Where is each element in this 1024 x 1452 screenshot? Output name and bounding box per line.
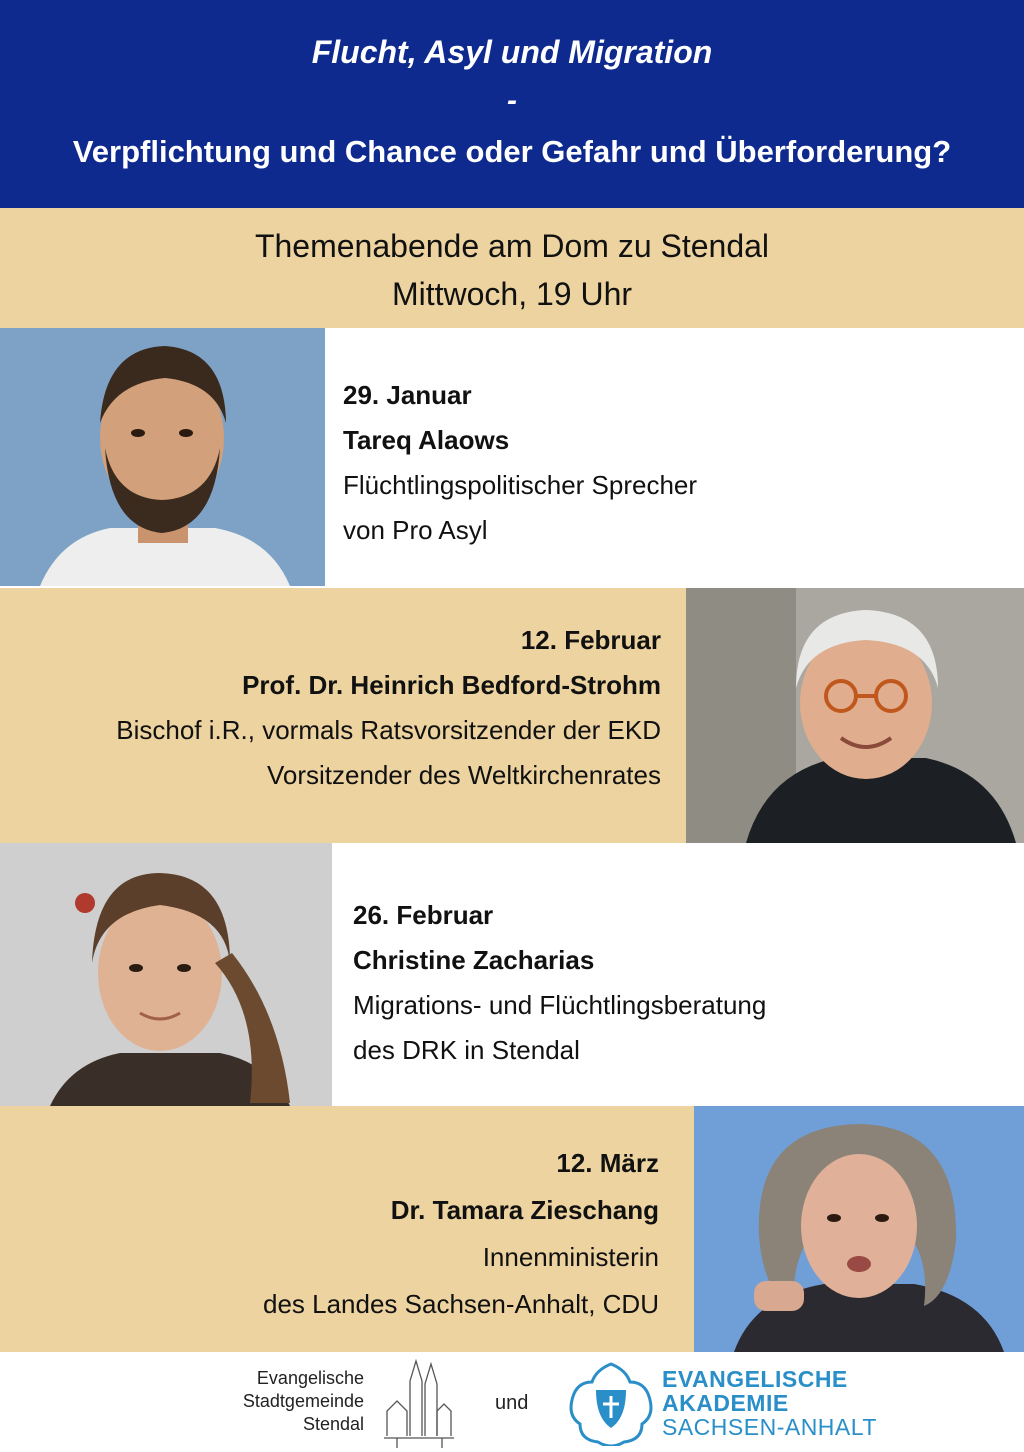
event-row-3 — [0, 843, 1024, 1106]
event-row-1 — [0, 328, 1024, 588]
event-text-4 — [0, 1140, 659, 1328]
speaker-name: Christine Zacharias — [353, 945, 595, 975]
event-text-2 — [0, 618, 661, 798]
event-date: 29. Januar — [343, 380, 472, 410]
speaker-role: des Landes Sachsen-Anhalt, CDU — [262, 1289, 659, 1319]
akademie-line: SACHSEN-ANHALT — [662, 1414, 877, 1440]
event-row-4 — [0, 1106, 1024, 1352]
org1-line: Stendal — [302, 1414, 364, 1434]
speaker-name: Prof. Dr. Heinrich Bedford-Strohm — [242, 670, 661, 700]
connector-text: und — [495, 1392, 529, 1414]
footer — [0, 1352, 1024, 1452]
speaker-role: Vorsitzender des Weltkirchenrates — [266, 760, 661, 790]
org1-line: Evangelische — [256, 1368, 364, 1388]
cathedral-icon — [382, 1356, 457, 1450]
speaker-name: Tareq Alaows — [343, 425, 510, 455]
speaker-role: Migrations- und Flüchtlingsberatung — [353, 990, 767, 1020]
speaker-role: Innenministerin — [482, 1242, 659, 1272]
title-line-2: Verpflichtung und Chance oder Gefahr und Überforderung? — [72, 134, 952, 169]
akademie-text — [662, 1367, 877, 1439]
event-date: 26. Februar — [353, 900, 494, 930]
akademie-line: AKADEMIE — [662, 1390, 789, 1416]
subheader-line-1: Themenabende am Dom zu Stendal — [254, 228, 770, 264]
title-line-1: Flucht, Asyl und Migration — [311, 34, 713, 70]
speaker-role: des DRK in Stendal — [353, 1035, 580, 1065]
subheader — [0, 208, 1024, 328]
speaker-photo-4 — [694, 1106, 1024, 1352]
org1-line: Stadtgemeinde — [242, 1391, 364, 1411]
speaker-role: Flüchtlingspolitischer Sprecher — [343, 470, 698, 500]
event-text-3 — [353, 893, 766, 1073]
title-dash: - — [507, 84, 517, 117]
speaker-role: Bischof i.R., vormals Ratsvorsitzender der EKD — [116, 715, 661, 745]
speaker-photo-3 — [0, 843, 332, 1106]
speaker-photo-2 — [686, 588, 1024, 843]
event-date: 12. März — [556, 1148, 659, 1178]
event-date: 12. Februar — [520, 625, 661, 655]
header-banner — [0, 0, 1024, 208]
subheader-line-2: Mittwoch, 19 Uhr — [391, 276, 633, 312]
event-row-2 — [0, 588, 1024, 843]
akademie-line: EVANGELISCHE — [662, 1366, 848, 1392]
event-text-1 — [343, 373, 697, 553]
speaker-photo-1 — [0, 328, 325, 586]
org1-text — [200, 1367, 364, 1436]
speaker-role: von Pro Asyl — [343, 515, 488, 545]
speaker-name: Dr. Tamara Zieschang — [390, 1195, 659, 1225]
luther-rose-icon — [568, 1360, 654, 1446]
